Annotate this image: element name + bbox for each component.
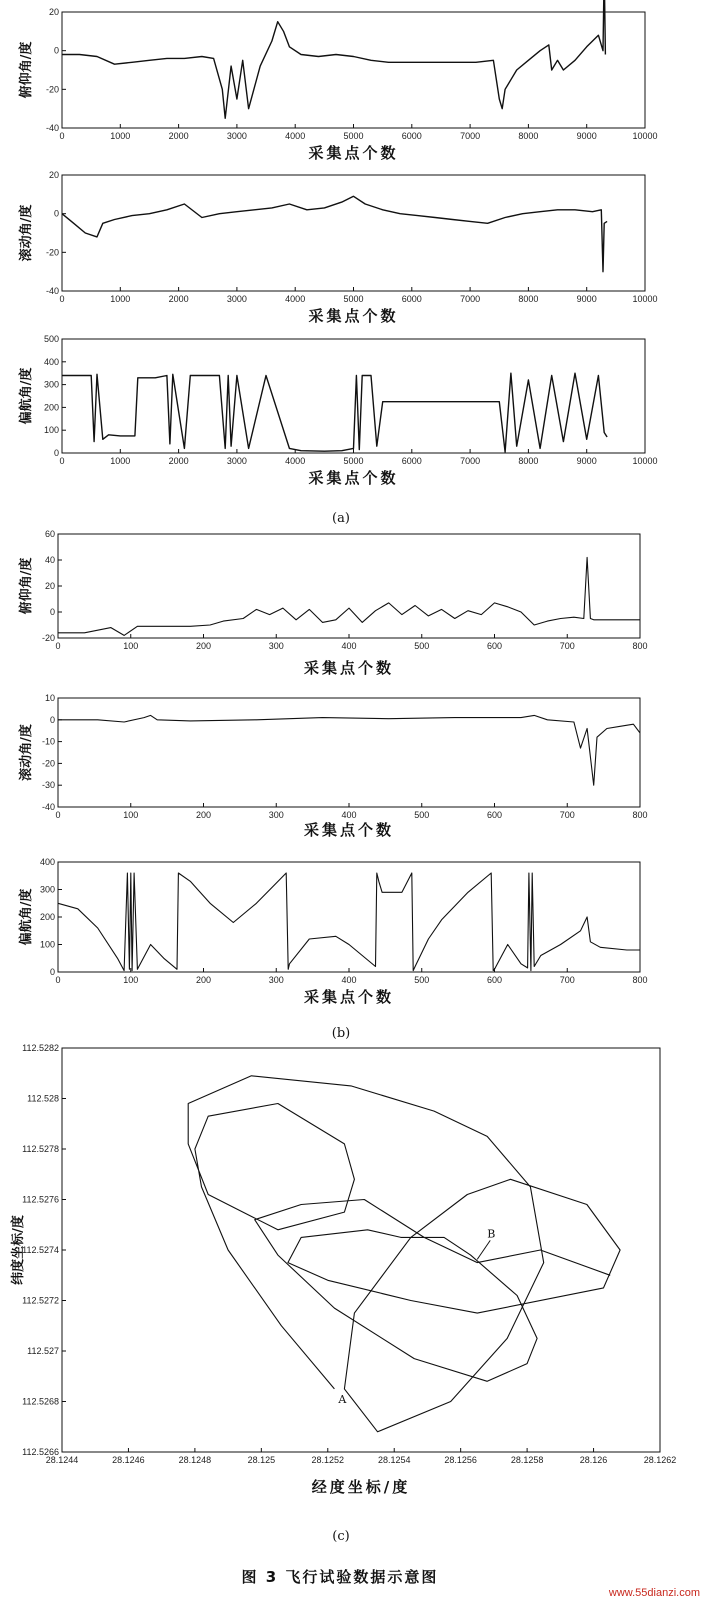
y-tick-label: 0	[49, 967, 55, 977]
x-axis-label: 采集点个数	[303, 988, 395, 1006]
x-tick-label: 5000	[343, 456, 364, 466]
y-axis-label: 俯仰角/度	[19, 41, 34, 99]
x-tick-label: 7000	[460, 456, 481, 466]
series-line	[58, 557, 640, 635]
series-line	[62, 0, 605, 118]
y-tick-label: -20	[45, 84, 59, 95]
y-tick-label: 112.5268	[22, 1396, 59, 1407]
y-tick-label: 200	[39, 912, 55, 922]
charts-layer	[10, 0, 676, 1496]
x-tick-label: 9000	[576, 294, 597, 304]
x-tick-label: 1000	[110, 456, 131, 466]
y-tick-label: -10	[41, 736, 55, 747]
plot-frame	[58, 534, 640, 638]
x-tick-label: 3000	[226, 294, 247, 304]
chart-panel-3	[18, 334, 658, 487]
x-tick-label: 3000	[226, 131, 247, 141]
x-tick-label: 2000	[168, 294, 189, 304]
plot-frame	[58, 698, 640, 807]
x-tick-label: 28.125	[247, 1455, 276, 1465]
x-tick-label: 28.1256	[444, 1455, 477, 1465]
x-tick-label: 4000	[285, 456, 306, 466]
x-tick-label: 300	[268, 641, 284, 651]
y-axis-label: 滚动角/度	[19, 204, 34, 262]
y-tick-label: 400	[39, 857, 55, 867]
chart-panel-5	[18, 693, 648, 839]
y-axis-label: 纬度坐标/度	[11, 1215, 26, 1285]
y-tick-label: 20	[48, 170, 59, 180]
watermark: www.55dianzi.com	[608, 1587, 700, 1599]
x-tick-label: 28.1252	[311, 1455, 345, 1465]
y-tick-label: 112.528	[27, 1093, 59, 1104]
x-tick-label: 10000	[632, 294, 658, 304]
x-tick-label: 7000	[460, 131, 481, 141]
series-line	[62, 196, 607, 271]
x-tick-label: 8000	[518, 294, 539, 304]
x-tick-label: 28.1246	[112, 1455, 145, 1465]
x-tick-label: 400	[341, 975, 357, 985]
x-tick-label: 28.1244	[45, 1455, 79, 1465]
y-tick-label: 0	[49, 607, 55, 617]
x-tick-label: 5000	[343, 294, 364, 304]
x-tick-label: 1000	[110, 131, 131, 141]
chart-panel-7	[10, 1043, 676, 1496]
y-axis-label: 滚动角/度	[19, 724, 34, 781]
y-tick-label: 10	[44, 693, 55, 703]
x-tick-label: 300	[268, 810, 284, 820]
x-tick-label: 9000	[576, 131, 597, 141]
x-tick-label: 600	[486, 810, 503, 820]
y-tick-label: 112.5266	[22, 1447, 59, 1457]
x-tick-label: 6000	[401, 456, 422, 466]
x-tick-label: 500	[414, 810, 430, 820]
y-tick-label: -40	[45, 123, 59, 133]
annotation-end: B	[487, 1227, 496, 1241]
series-line	[188, 1076, 620, 1432]
x-axis-label: 采集点个数	[308, 469, 399, 487]
y-tick-label: 0	[53, 45, 59, 56]
y-tick-label: -20	[41, 758, 55, 769]
y-tick-label: 400	[43, 356, 59, 367]
y-tick-label: 112.5282	[22, 1043, 59, 1053]
series-line	[62, 373, 607, 452]
y-tick-label: 112.527	[27, 1346, 59, 1356]
y-tick-label: 300	[39, 884, 55, 895]
plot-frame	[62, 12, 645, 128]
x-tick-label: 4000	[285, 131, 306, 141]
chart-panel-2	[18, 170, 658, 325]
x-tick-label: 2000	[168, 456, 189, 466]
x-tick-label: 28.1248	[178, 1455, 212, 1465]
x-tick-label: 800	[632, 641, 648, 651]
y-tick-label: 112.5278	[22, 1144, 59, 1154]
y-axis-label: 俯仰角/度	[19, 557, 34, 615]
x-tick-label: 500	[414, 975, 430, 985]
y-tick-label: 0	[49, 714, 55, 725]
annotation-start: A	[338, 1392, 347, 1406]
annotation-pointer	[477, 1240, 490, 1259]
x-axis-label: 采集点个数	[308, 307, 399, 325]
x-tick-label: 700	[559, 810, 575, 820]
x-axis-label: 采集点个数	[303, 821, 395, 839]
chart-panel-1	[18, 0, 658, 162]
y-tick-label: 200	[43, 402, 59, 413]
y-tick-label: 0	[53, 208, 59, 219]
x-tick-label: 100	[123, 975, 139, 985]
x-tick-label: 4000	[285, 294, 306, 304]
x-tick-label: 200	[195, 975, 212, 985]
x-axis-label: 采集点个数	[303, 659, 395, 677]
x-tick-label: 5000	[343, 131, 364, 141]
x-tick-label: 500	[414, 641, 430, 651]
x-tick-label: 400	[341, 641, 357, 651]
x-axis-label: 经度坐标/度	[311, 1478, 411, 1496]
x-tick-label: 0	[59, 456, 65, 466]
x-tick-label: 10000	[632, 456, 658, 466]
y-tick-label: -40	[45, 286, 59, 296]
x-tick-label: 7000	[460, 294, 481, 304]
y-tick-label: -40	[41, 802, 55, 812]
x-tick-label: 800	[632, 810, 648, 820]
x-tick-label: 400	[341, 810, 357, 820]
chart-panel-4	[18, 529, 648, 677]
series-line	[58, 873, 640, 971]
x-tick-label: 0	[59, 131, 65, 141]
y-tick-label: 60	[44, 529, 55, 539]
y-tick-label: 112.5276	[22, 1194, 59, 1205]
x-tick-label: 100	[123, 641, 139, 651]
x-tick-label: 0	[55, 810, 61, 820]
group-label-a: (a)	[332, 511, 350, 526]
x-tick-label: 200	[195, 810, 212, 820]
y-tick-label: 100	[39, 939, 55, 950]
x-tick-label: 10000	[632, 131, 658, 141]
x-tick-label: 600	[486, 641, 503, 651]
x-tick-label: 1000	[110, 294, 131, 304]
x-tick-label: 0	[55, 641, 61, 651]
y-tick-label: 20	[48, 7, 59, 17]
x-tick-label: 8000	[518, 456, 539, 466]
x-tick-label: 8000	[518, 131, 539, 141]
group-label-b: (b)	[331, 1026, 351, 1041]
x-tick-label: 3000	[226, 456, 247, 466]
x-tick-label: 28.1254	[377, 1455, 411, 1465]
x-tick-label: 700	[559, 975, 575, 985]
figure-caption: 图 3 飞行试验数据示意图	[241, 1568, 439, 1586]
y-tick-label: 20	[44, 581, 55, 591]
x-tick-label: 700	[559, 641, 575, 651]
group-label-c: (c)	[332, 1529, 350, 1544]
y-axis-label: 偏航角/度	[19, 888, 34, 946]
x-tick-label: 9000	[576, 456, 597, 466]
x-tick-label: 28.126	[579, 1455, 608, 1465]
y-tick-label: 112.5274	[22, 1245, 59, 1255]
y-tick-label: 40	[44, 555, 55, 565]
series-line	[58, 715, 640, 785]
plot-frame	[62, 175, 645, 291]
x-tick-label: 0	[55, 975, 61, 985]
y-tick-label: 500	[43, 334, 59, 344]
x-tick-label: 2000	[168, 131, 189, 141]
y-tick-label: 300	[43, 379, 59, 390]
plot-frame	[62, 1048, 660, 1452]
x-axis-label: 采集点个数	[308, 144, 399, 162]
y-tick-label: -20	[45, 247, 59, 258]
y-axis-label: 偏航角/度	[19, 367, 34, 425]
x-tick-label: 28.1262	[643, 1455, 677, 1465]
x-tick-label: 0	[59, 294, 65, 304]
y-tick-label: 112.5272	[22, 1295, 59, 1306]
x-tick-label: 100	[123, 810, 139, 820]
x-tick-label: 600	[486, 975, 503, 985]
y-tick-label: 100	[43, 425, 59, 436]
x-tick-label: 800	[632, 975, 648, 985]
x-tick-label: 28.1258	[510, 1455, 544, 1465]
y-tick-label: -30	[41, 780, 55, 791]
y-tick-label: -20	[41, 633, 55, 643]
y-tick-label: 0	[53, 448, 59, 458]
chart-panel-6	[18, 857, 648, 1006]
x-tick-label: 6000	[401, 131, 422, 141]
x-tick-label: 300	[268, 975, 284, 985]
x-tick-label: 6000	[401, 294, 422, 304]
x-tick-label: 200	[195, 641, 212, 651]
